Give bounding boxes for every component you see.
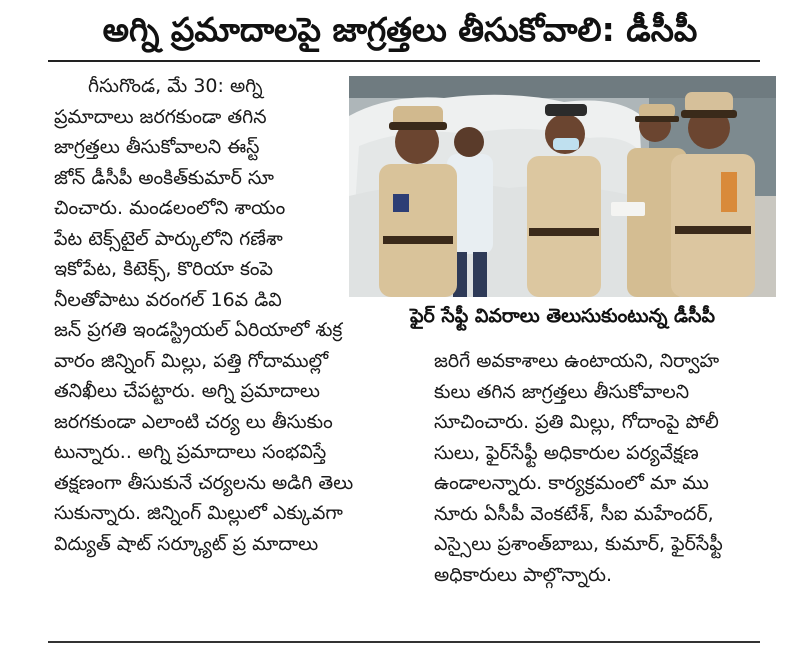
headline-rule xyxy=(48,60,760,62)
body-line: పేట టెక్స్‌టైల్ పార్కులోని గణేశా xyxy=(54,227,283,250)
body-line: చించారు. మండలంలోని శాయం xyxy=(54,197,286,219)
body-line: ఉండాలన్నారు. కార్యక్రమంలో మా ము xyxy=(434,472,709,494)
body-line: సులు, ఫైర్‌సేఫ్టీ అధికారుల పర్యవేక్షణ xyxy=(434,441,699,464)
body-line: గీసుగొండ, మే 30: అగ్ని xyxy=(88,75,263,97)
body-line: వారం జిన్నింగ్ మిల్లు, పత్తి గోదాముల్లో xyxy=(54,349,329,372)
body-line: కులు తగిన జాగ్రత్తలు తీసుకోవాలని xyxy=(434,380,690,403)
body-line: జాగ్రత్తలు తీసుకోవాలని ఈస్ట్ xyxy=(54,136,260,158)
body-line: అధికారులు పాల్గొన్నారు. xyxy=(434,563,612,586)
bottom-rule xyxy=(48,641,760,643)
body-line: తనిఖీలు చేపట్టారు. అగ్ని ప్రమాదాలు xyxy=(54,380,320,402)
body-line: జోన్ డీసీపీ అంకిత్‌కుమార్ సూ xyxy=(54,166,274,189)
body-line: విద్యుత్ షాట్ సర్క్యూట్ ప్ర మాదాలు xyxy=(54,532,319,555)
body-line: జరిగే అవకాశాలు ఉంటాయని, నిర్వాహ xyxy=(434,350,720,372)
body-line: ఇకోపేట, కిటెక్స్, కొరియా కంపె xyxy=(54,258,274,280)
body-line: టున్నారు.. అగ్ని ప్రమాదాలు సంభవిస్తే xyxy=(54,441,327,463)
body-line: జన్ ప్రగతి ఇండస్ట్రియల్ ఏరియాలో శుక్ర xyxy=(54,319,343,341)
body-line: సుకున్నారు. జిన్నింగ్ మిల్లులో ఎక్కువగా xyxy=(54,502,343,524)
body-line: ప్రమాదాలు జరగకుండా తగిన xyxy=(54,105,267,128)
body-line: సూచించారు. ప్రతి మిల్లు, గోదాంపై పోలీ xyxy=(434,411,719,433)
article-body-right-column xyxy=(434,346,756,590)
body-line: జరగకుండా ఎలాంటి చర్య లు తీసుకుం xyxy=(54,410,333,433)
body-line: ఎస్సైలు ప్రశాంత్‌బాబు, కుమార్, ఫైర్‌సేఫ్టీ xyxy=(434,533,723,555)
photo-caption: ఫైర్ సేఫ్టీ వివరాలు తెలుసుకుంటున్న డీసీపీ xyxy=(410,305,715,327)
body-line: తక్షణంగా తీసుకునే చర్యలను అడిగి తెలు xyxy=(54,471,354,494)
headline: అగ్ని ప్రమాదాలపై జాగ్రత్తలు తీసుకోవాలి: డీసీపీ xyxy=(102,10,698,49)
body-line: నూరు ఏసీపీ వెంకటేశ్, సీఐ మహేందర్, xyxy=(434,502,714,525)
body-line: నీలతోపాటు వరంగల్ 16వ డివి xyxy=(54,288,282,311)
news-photo xyxy=(349,76,776,297)
